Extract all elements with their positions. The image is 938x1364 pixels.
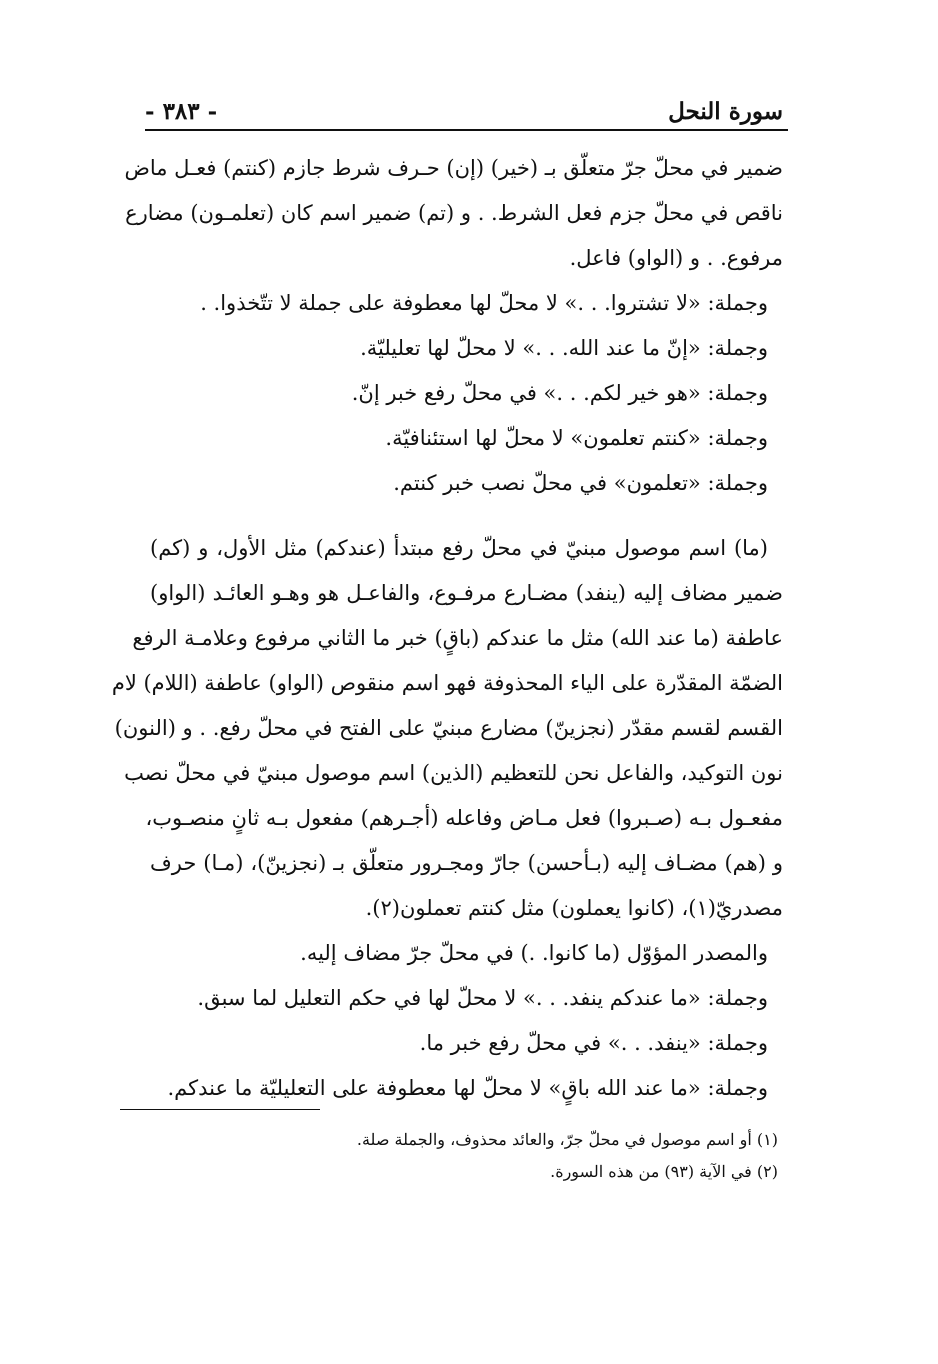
footnote-rule (120, 1109, 320, 1110)
text-line: وجملة: «ينفد. . .» في محلّ رفع خبر ما. (419, 1031, 768, 1055)
header-rule (145, 129, 788, 131)
text-line: نون التوكيد، والفاعل نحن للتعظيم (الذين) اسم موصول مبنيّ في محلّ نصب (124, 761, 783, 785)
footnote: (٢) في الآية (٩٣) من هذه السورة. (550, 1162, 778, 1181)
text-line: مفعـول بـه (صـبروا) فعل مـاض وفاعله (أجـرهم) مفعول بـه ثانٍ منصـوب، (145, 806, 783, 830)
text-line: ضمير في محلّ جرّ متعلّق بـ (خير) (إن) حـرف شرط جازم (كنتم) فعـل ماض (124, 156, 783, 180)
text-line: مرفوع. . و (الواو) فاعل. (569, 246, 783, 270)
text-line: ناقص في محلّ جزم فعل الشرط. . و (تم) ضمير اسم كان (تعلمـون) مضارع (125, 201, 783, 225)
text-line: القسم لقسم مقدّر (نجزينّ) مضارع مبنيّ على الفتح في محلّ رفع. . و (النون) (114, 716, 783, 740)
text-line: ضمير مضاف إليه (ينفد) مضـارع مرفـوع، والفاعـل هو وهـو العائـد (الواو) (150, 581, 783, 605)
footnote: (١) أو اسم موصول في محلّ جرّ، والعائد محذوف، والجملة صلة. (356, 1130, 778, 1149)
text-line: عاطفة (ما عند الله) مثل ما عندكم (باقٍ) خبر ما الثاني مرفوع وعلامـة الرفع (132, 626, 783, 650)
text-line: وجملة: «ما عند الله باقٍ» لا محلّ لها معطوفة على التعليليّة ما عندكم. (167, 1076, 768, 1100)
page-header (145, 92, 783, 130)
text-line: والمصدر المؤوّل (ما كانوا. .) في محلّ جرّ مضاف إليه. (300, 941, 768, 965)
text-line: وجملة: «كنتم تعلمون» لا محلّ لها استئنافيّة. (385, 426, 768, 450)
surah-title: سورة النحل (668, 97, 783, 125)
text-line: وجملة: «ما عندكم ينفد. . .» لا محلّ لها في حكم التعليل لما سبق. (197, 986, 768, 1010)
text-line: مصدريّ(١)، (كانوا يعملون) مثل كنتم تعملون(٢). (365, 896, 783, 920)
text-line: الضمّة المقدّرة على الياء المحذوفة فهو اسم منقوص (الواو) عاطفة (اللام) لام (111, 671, 783, 695)
text-line: وجملة: «تعلمون» في محلّ نصب خبر كنتم. (393, 471, 768, 495)
text-line: (ما) اسم موصول مبنيّ في محلّ رفع مبتدأ (عندكم) مثل الأول، و (كم) (150, 536, 768, 560)
text-line: و (هم) مضـاف إليه (بـأحسن) جارّ ومجـرور متعلّق بـ (نجزينّ)، (مـا) حرف (150, 851, 783, 875)
text-line: وجملة: «لا تشتروا. . .» لا محلّ لها معطوفة على جملة لا تتّخذوا. . (200, 291, 768, 315)
text-line: وجملة: «إنّ ما عند الله. . .» لا محلّ لها تعليليّة. (360, 336, 768, 360)
text-line: وجملة: «هو خير لكم. . .» في محلّ رفع خبر إنّ. (351, 381, 768, 405)
page-number: - ٣٨٣ - (145, 97, 218, 125)
